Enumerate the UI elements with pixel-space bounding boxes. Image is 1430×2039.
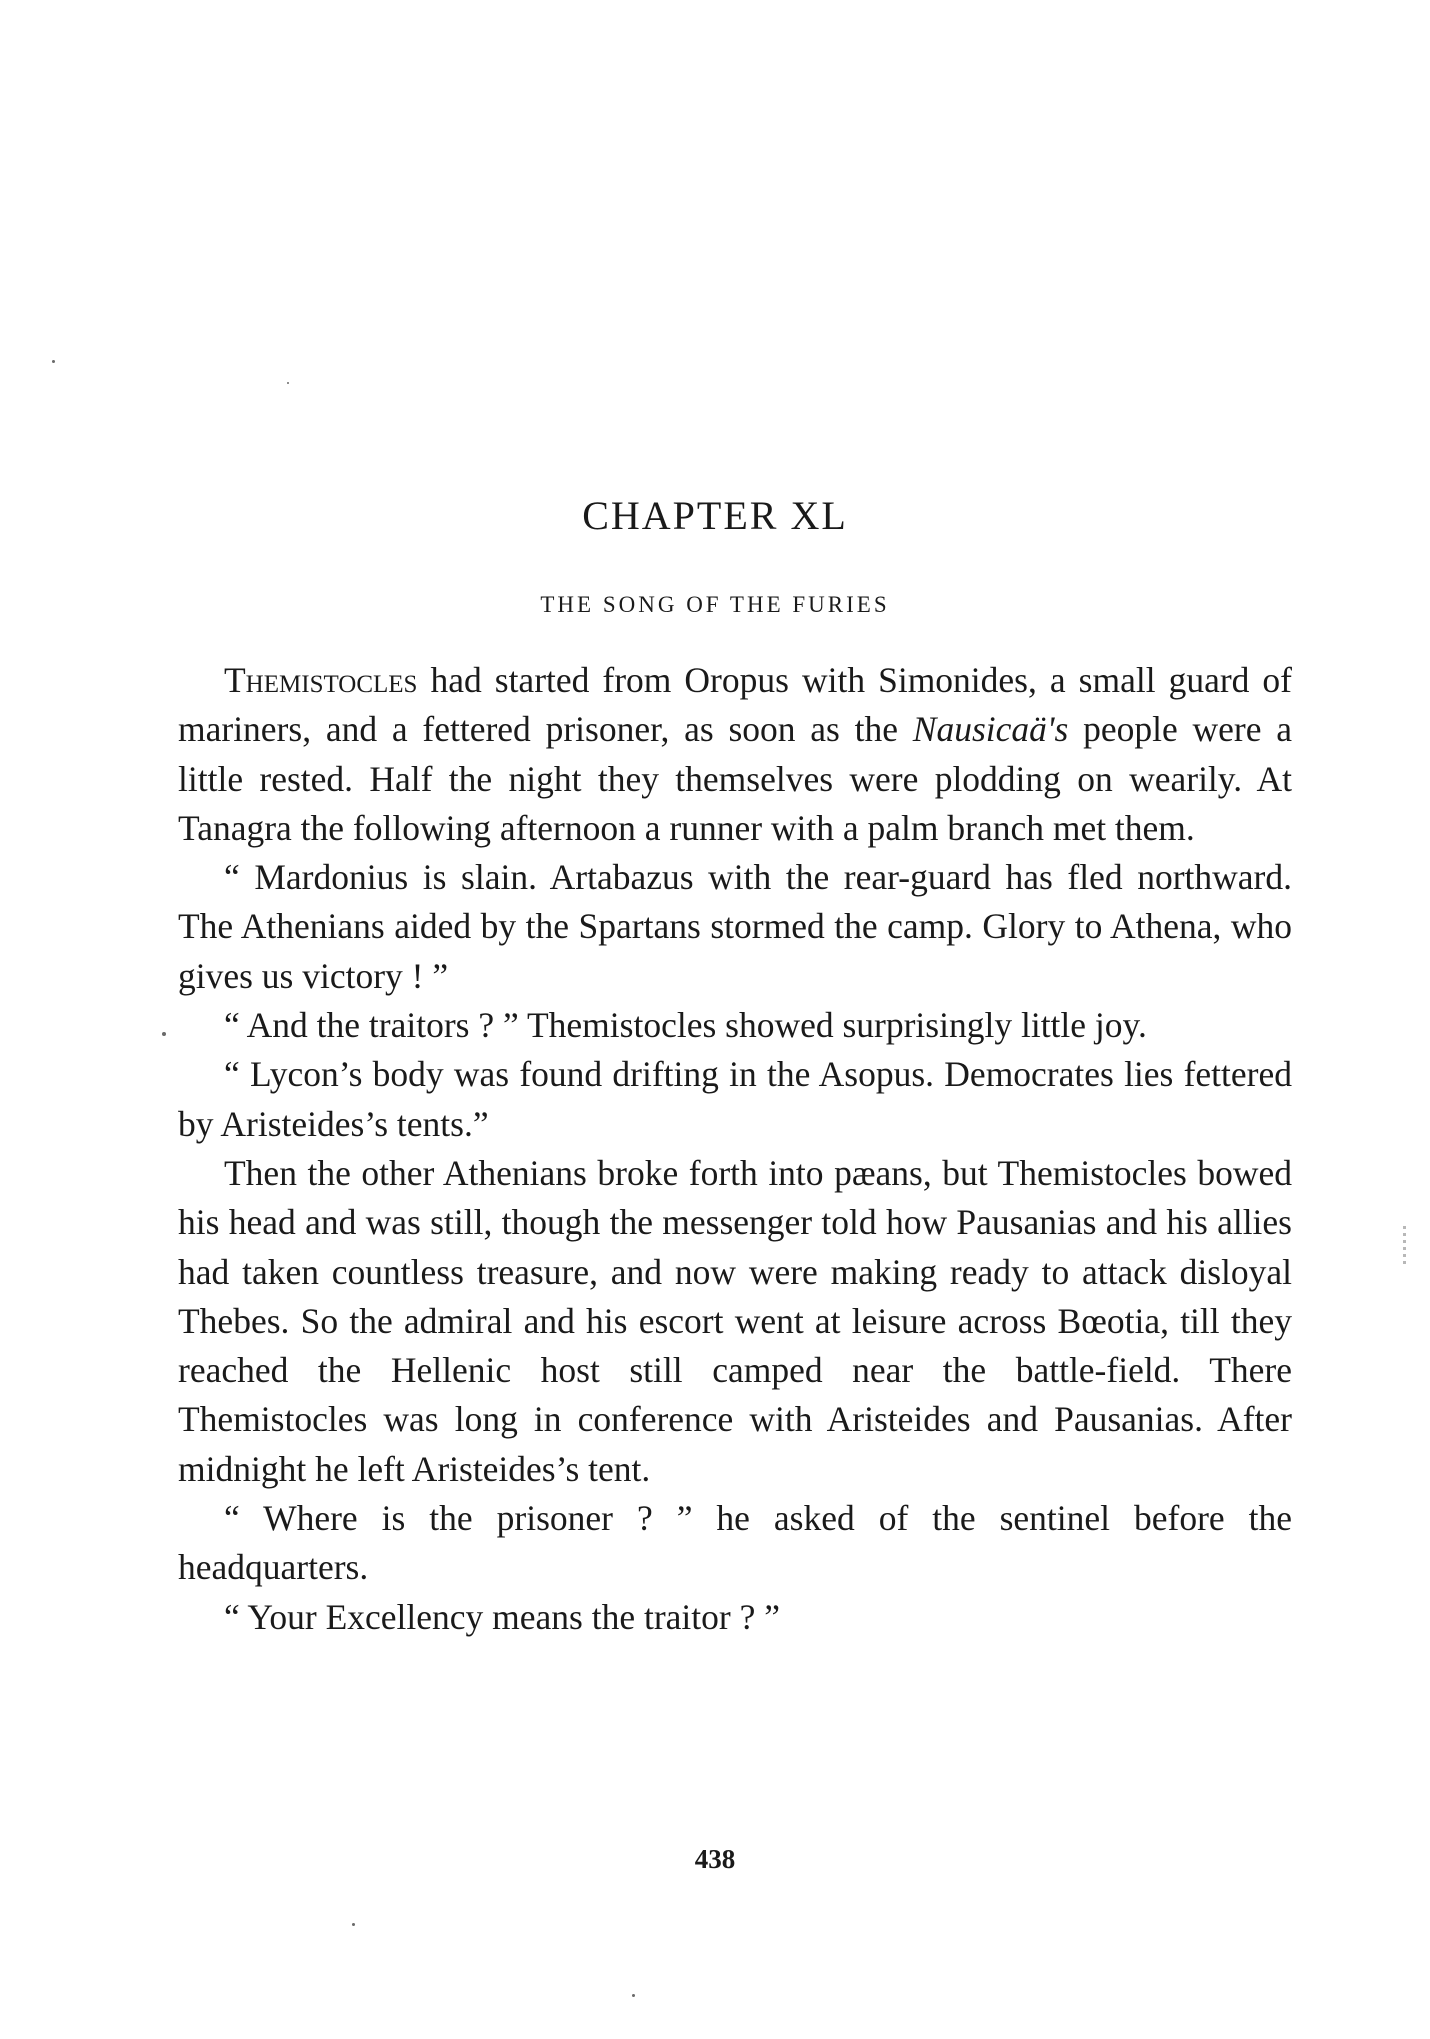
scan-speck (52, 360, 55, 363)
chapter-body (178, 656, 1292, 1642)
scan-speck (632, 1994, 635, 1997)
chapter-subtitle: THE SONG OF THE FURIES (540, 592, 890, 617)
paragraph: “ Mardonius is slain. Artabazus with the rear-guard has fled northward. The Athenians aided by the Spartans stormed the camp. Glory to Athena, who gives us victory ! ” (178, 857, 1292, 996)
paragraph: “ Where is the prisoner ? ” he asked of the sentinel before the headquarters. (178, 1498, 1292, 1588)
margin-mark (1403, 1226, 1406, 1266)
paragraph: Then the other Athenians broke forth into pæans, but Themistocles bowed his head and was still, though the messenger told how Pausanias and his allies had taken countless treasure, and now were making ready to attack disloyal Thebes. So the admiral and his escort went at leisure across Bœotia, till they reached the Hellenic host still camped near the battle-field. There Themistocles was long in conference with Aristeides and Pausanias. After midnight he left Aristeides’s tent. (178, 1152, 1292, 1489)
scan-speck (352, 1923, 355, 1926)
opening-word: Themistocles (224, 660, 418, 700)
paragraph: “ Lycon’s body was found drifting in the Asopus. Democrates lies fettered by Aristeides’s tents.” (178, 1054, 1292, 1144)
paragraph: “ Your Excellency means the traitor ? ” (224, 1596, 780, 1637)
ship-name: Nausicaä's (912, 709, 1069, 750)
scan-speck (287, 382, 289, 384)
opening-text-1: had started from Oropus with Simonides, a small guard of mariners, and a fettered prisoner, as soon as the (178, 660, 1292, 750)
paragraph: “ And the traitors ? ” Themistocles showed surprisingly little joy. (224, 1005, 1147, 1046)
opening-text-2: people were a little rested. Half the night they themselves were plodding on wearily. At Tanagra the following afternoon a runner with a palm branch met them. (178, 709, 1292, 848)
paragraph-opening (178, 656, 1292, 853)
scan-speck (162, 1032, 166, 1036)
page-number: 438 (694, 1844, 736, 1874)
chapter-title: CHAPTER XL (582, 493, 848, 538)
